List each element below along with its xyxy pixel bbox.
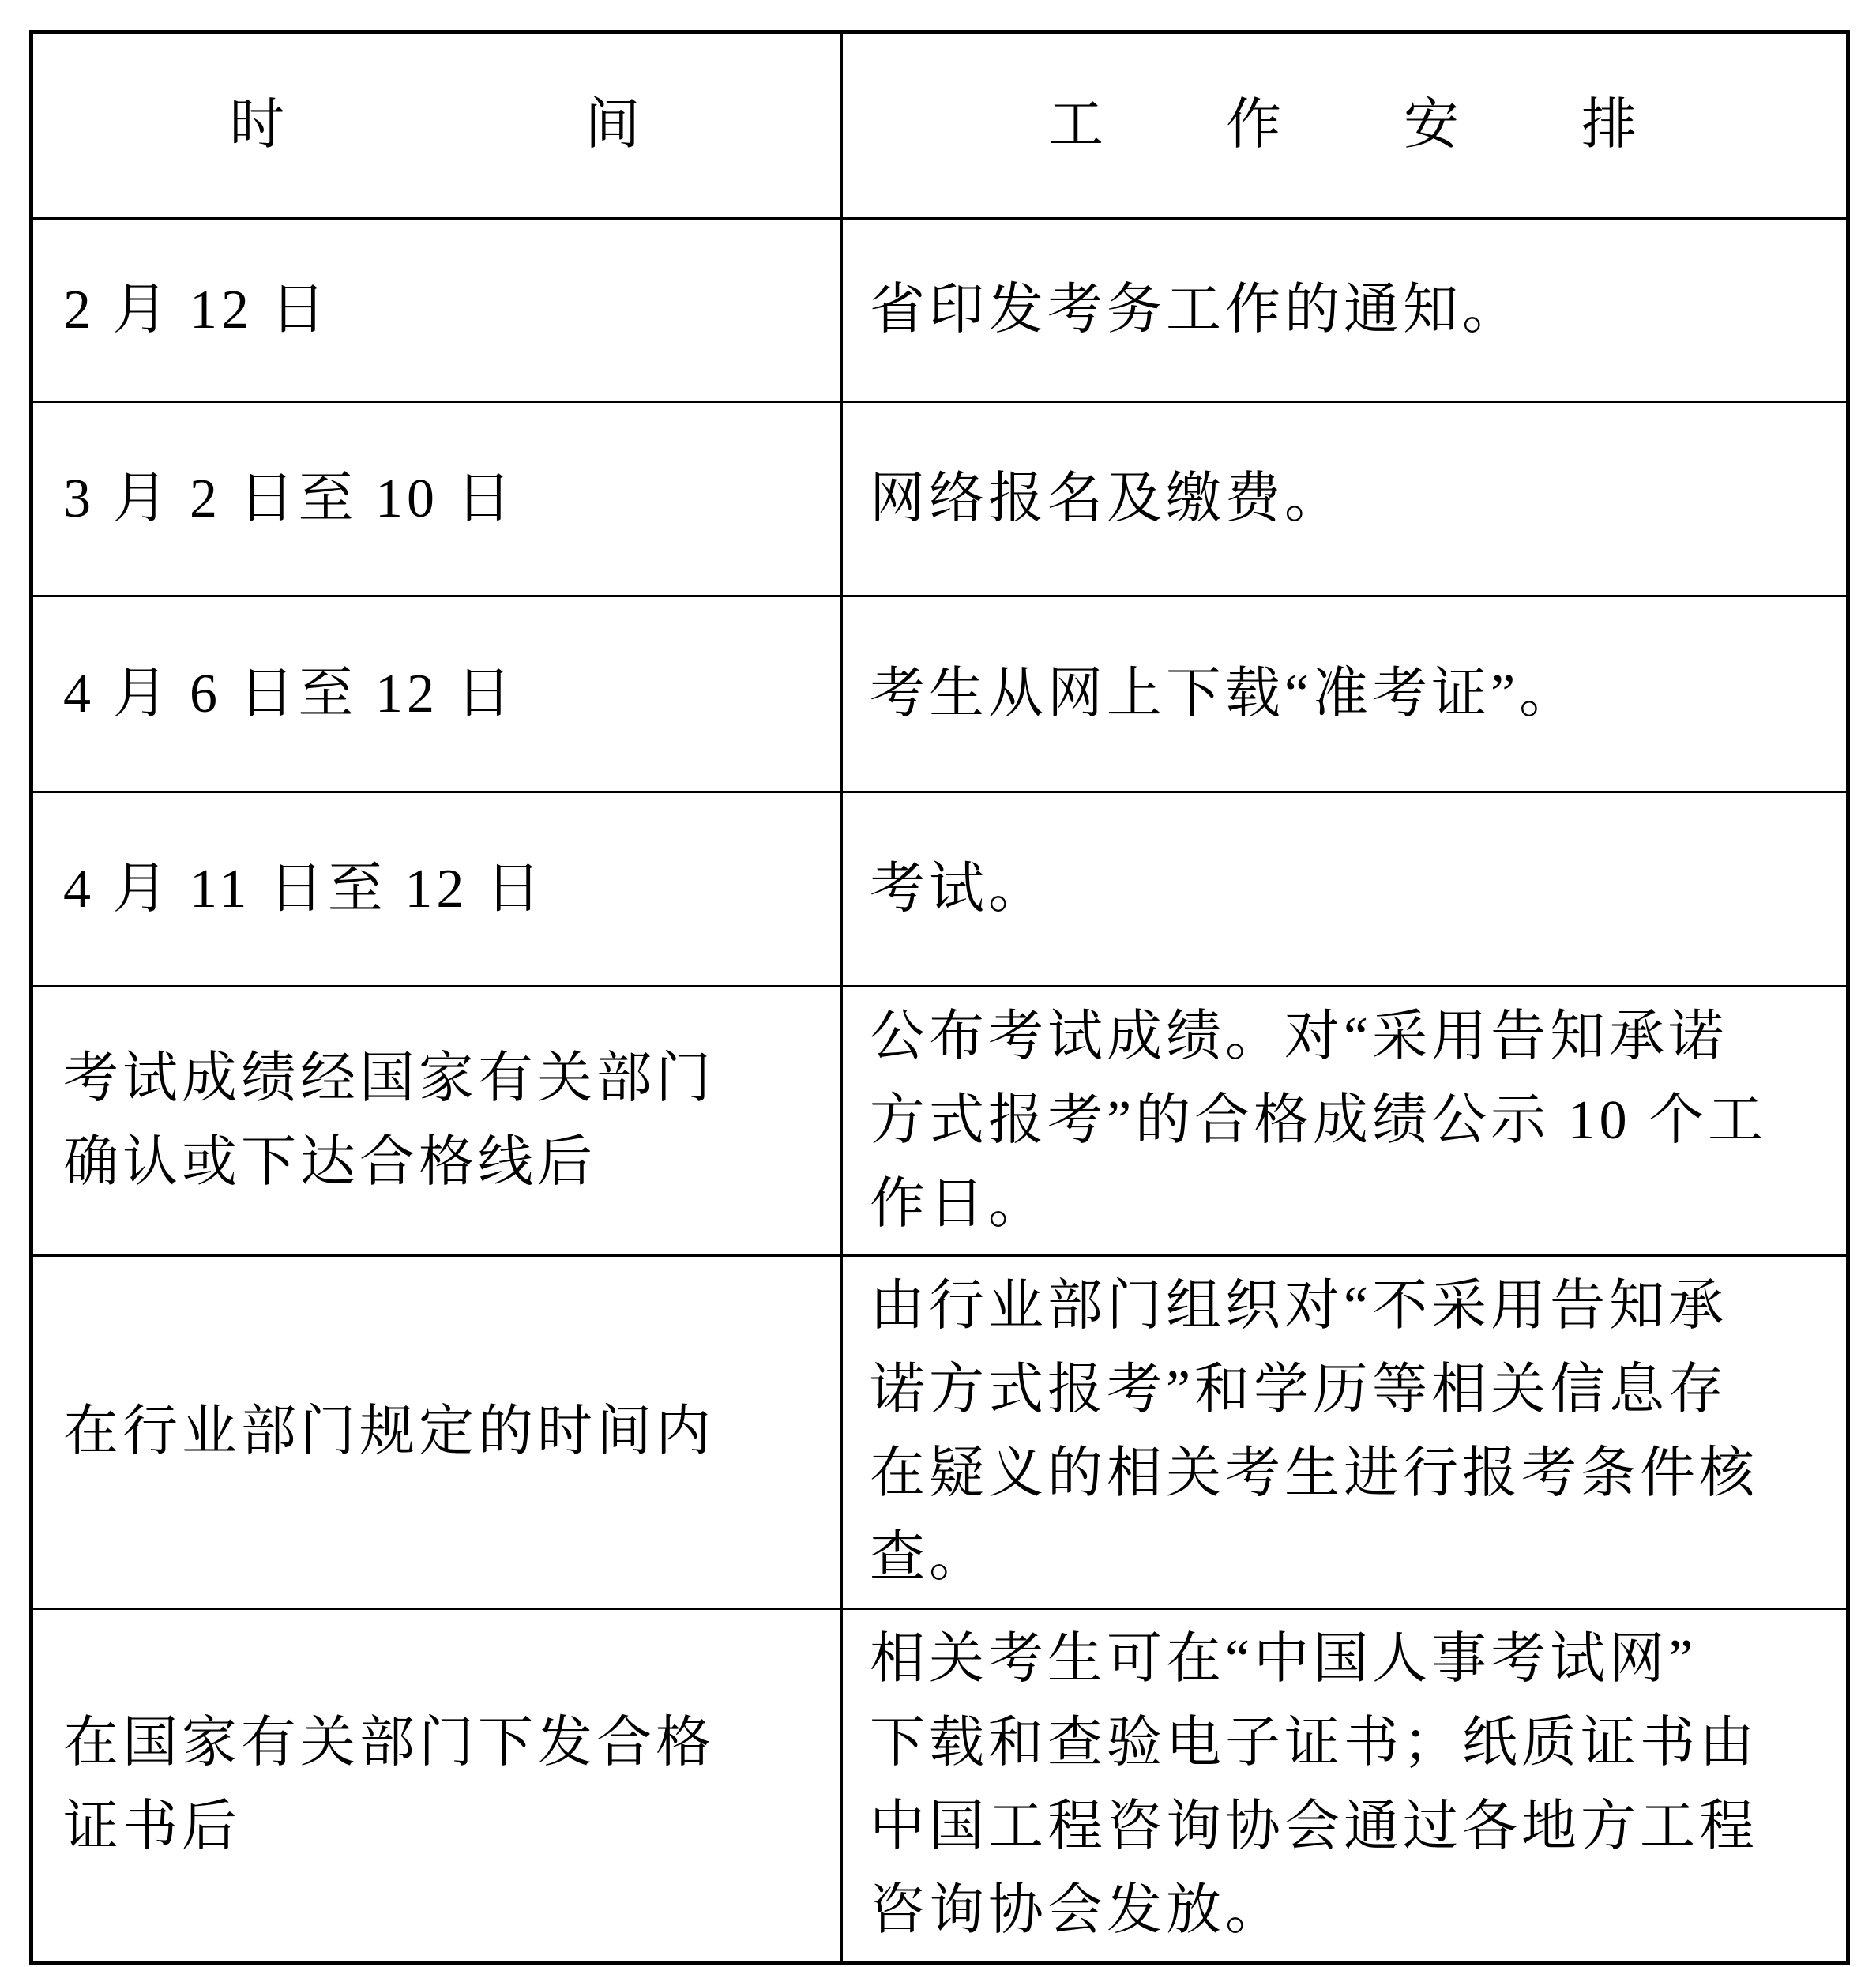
task-cell: 省印发考务工作的通知。 [842,219,1848,402]
time-cell: 在国家有关部门下发合格 证书后 [32,1609,842,1963]
task-cell: 由行业部门组织对“不采用告知承 诺方式报考”和学历等相关信息存 在疑义的相关考生进行报考条件核 查。 [842,1256,1848,1609]
table-row [32,792,1848,987]
table-row [32,1256,1848,1609]
task-cell: 考试。 [842,792,1848,987]
header-time: 时 间 [32,32,842,219]
time-cell: 考试成绩经国家有关部门 确认或下达合格线后 [32,987,842,1256]
task-cell: 相关考生可在“中国人事考试网” 下载和查验电子证书；纸质证书由 中国工程咨询协会通过各地方工程 咨询协会发放。 [842,1609,1848,1963]
time-cell: 在行业部门规定的时间内 [32,1256,842,1609]
schedule-table [29,30,1850,1965]
table-row [32,987,1848,1256]
table-row [32,596,1848,792]
task-cell: 公布考试成绩。对“采用告知承诺 方式报考”的合格成绩公示 10 个工 作日。 [842,987,1848,1256]
table-row [32,402,1848,596]
time-cell: 4 月 6 日至 12 日 [32,596,842,792]
time-cell: 3 月 2 日至 10 日 [32,402,842,596]
task-cell: 考生从网上下载“准考证”。 [842,596,1848,792]
table-row [32,219,1848,402]
time-cell: 2 月 12 日 [32,219,842,402]
header-task: 工 作 安 排 [842,32,1848,219]
task-cell: 网络报名及缴费。 [842,402,1848,596]
header-row [32,32,1848,219]
time-cell: 4 月 11 日至 12 日 [32,792,842,987]
table-row [32,1609,1848,1963]
